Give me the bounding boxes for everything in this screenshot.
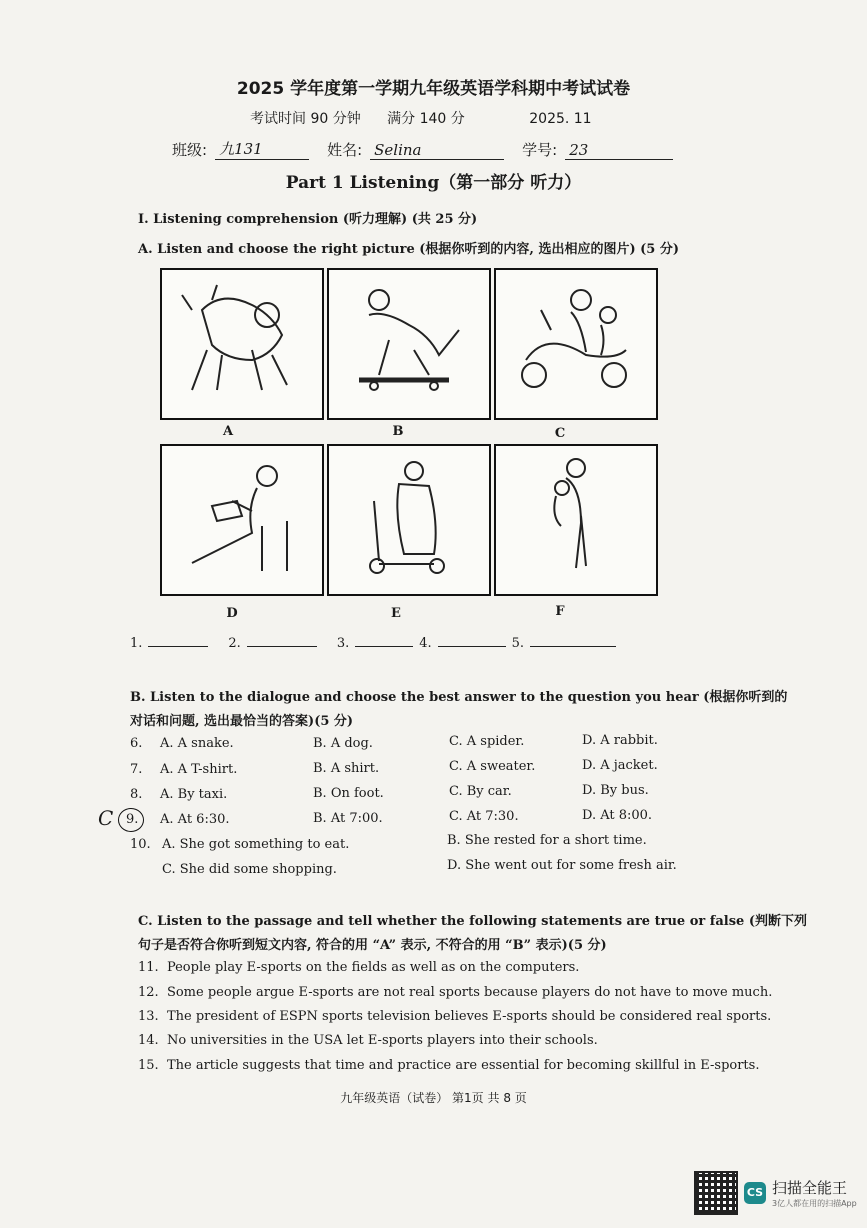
q9-num: 9. bbox=[126, 812, 139, 827]
exam-title: 2025 学年度第一学期九年级英语学科期中考试试卷 bbox=[236, 79, 631, 99]
people-lifting-icon bbox=[162, 270, 317, 413]
q7-option-a[interactable]: A. A T-shirt. bbox=[160, 762, 238, 777]
statement-text: People play E-sports on the fields as well as on the computers. bbox=[166, 960, 580, 975]
q6-option-a[interactable]: A. A snake. bbox=[160, 736, 234, 751]
q10-option-d[interactable]: D. She went out for some fresh air. bbox=[447, 858, 677, 873]
carrying-child-icon bbox=[496, 446, 651, 589]
student-info bbox=[172, 138, 673, 160]
answer-4[interactable] bbox=[419, 636, 505, 651]
picture-grid bbox=[160, 268, 672, 628]
picture-label-f: F bbox=[555, 604, 565, 619]
name-field: Selina bbox=[370, 141, 504, 160]
class-label: 班级: bbox=[172, 141, 208, 159]
q7-num: 7. bbox=[130, 762, 143, 777]
picture-label-d: D bbox=[226, 606, 238, 621]
statement-text: The president of ESPN sports television believes E-sports should be considered real sports. bbox=[166, 1009, 772, 1024]
statement-num: 14. bbox=[138, 1033, 159, 1048]
q8-option-a[interactable]: A. By taxi. bbox=[160, 787, 228, 802]
statement-num: 11. bbox=[138, 960, 159, 975]
statement-num: 13. bbox=[138, 1009, 159, 1024]
scanner-watermark bbox=[694, 1171, 857, 1215]
picture-a bbox=[160, 268, 324, 420]
q8-num: 8. bbox=[130, 787, 143, 802]
q9-option-a[interactable]: A. At 6:30. bbox=[160, 812, 230, 827]
name-label: 姓名: bbox=[327, 141, 363, 159]
statement-15 bbox=[138, 1058, 759, 1073]
exam-date: 2025. 11 bbox=[529, 111, 592, 127]
q9-option-b[interactable]: B. At 7:00. bbox=[313, 811, 383, 826]
skateboarder-icon bbox=[329, 270, 484, 413]
picture-c bbox=[494, 268, 658, 420]
watermark-sub: 3亿人都在用的扫描App bbox=[772, 1199, 857, 1208]
watermark-brand: 扫描全能王 bbox=[772, 1179, 848, 1197]
statement-13 bbox=[138, 1009, 771, 1024]
handwritten-mark: C bbox=[98, 806, 114, 830]
statement-num: 12. bbox=[138, 985, 159, 1000]
section-b-heading-1: B. Listen to the dialogue and choose the best answer to the question you hear (根据你听到的 bbox=[130, 690, 788, 705]
picture-e bbox=[327, 444, 491, 596]
answer-1[interactable] bbox=[130, 636, 208, 651]
section-a-heading: A. Listen and choose the right picture (根据你听到的内容, 选出相应的图片) (5 分) bbox=[138, 242, 680, 257]
exam-score: 满分 140 分 bbox=[387, 111, 465, 127]
q7-option-d[interactable]: D. A jacket. bbox=[582, 758, 658, 773]
scooter-riders-icon bbox=[496, 270, 651, 413]
q8-option-c[interactable]: C. By car. bbox=[449, 784, 512, 799]
qr-code-icon bbox=[694, 1171, 738, 1215]
laptop-person-icon bbox=[162, 446, 317, 589]
picture-label-c: C bbox=[554, 426, 566, 441]
q9-option-d[interactable]: D. At 8:00. bbox=[582, 808, 653, 823]
section-c-heading-1: C. Listen to the passage and tell whether the following statements are true or false (判断下列 bbox=[138, 914, 807, 929]
part-title: Part 1 Listening（第一部分 听力） bbox=[285, 173, 582, 193]
number-label: 学号: bbox=[522, 141, 558, 159]
answer-row-1-5 bbox=[130, 636, 616, 651]
answer-num: 4. bbox=[419, 636, 432, 651]
answer-3[interactable] bbox=[337, 636, 413, 651]
section-i-heading: I. Listening comprehension (听力理解) (共 25 分) bbox=[138, 212, 478, 227]
picture-label-b: B bbox=[392, 424, 404, 439]
q6-num: 6. bbox=[130, 736, 143, 751]
q7-option-c[interactable]: C. A sweater. bbox=[449, 759, 536, 774]
answer-num: 1. bbox=[130, 636, 143, 651]
statement-text: No universities in the USA let E-sports players into their schools. bbox=[166, 1033, 598, 1048]
picture-f bbox=[494, 444, 658, 596]
picture-label-e: E bbox=[391, 606, 401, 621]
picture-b bbox=[327, 268, 491, 420]
answer-num: 2. bbox=[228, 636, 241, 651]
q6-option-c[interactable]: C. A spider. bbox=[449, 734, 525, 749]
q9-option-c[interactable]: C. At 7:30. bbox=[449, 809, 519, 824]
picture-d bbox=[160, 444, 324, 596]
section-c-heading-2: 句子是否符合你听到短文内容, 符合的用 “A” 表示, 不符合的用 “B” 表示)(5 分) bbox=[138, 938, 607, 953]
q10-num: 10. bbox=[130, 837, 151, 852]
statement-12 bbox=[138, 985, 772, 1000]
answer-2[interactable] bbox=[228, 636, 316, 651]
answer-num: 5. bbox=[511, 636, 525, 651]
statement-text: Some people argue E-sports are not real sports because players do not have to move much. bbox=[166, 985, 773, 1000]
page-footer: 九年级英语（试卷） 第1页 共 8 页 bbox=[340, 1091, 527, 1105]
statement-11 bbox=[138, 960, 579, 975]
camscanner-logo-icon: CS bbox=[744, 1182, 766, 1204]
q6-option-d[interactable]: D. A rabbit. bbox=[582, 733, 658, 748]
q10-option-b[interactable]: B. She rested for a short time. bbox=[447, 833, 647, 848]
class-field: 九131 bbox=[215, 138, 309, 160]
q8-option-d[interactable]: D. By bus. bbox=[582, 783, 649, 798]
exam-time: 考试时间 90 分钟 bbox=[250, 111, 361, 127]
q10-option-a[interactable]: A. She got something to eat. bbox=[162, 837, 350, 852]
kick-scooter-icon bbox=[329, 446, 484, 589]
exam-meta bbox=[250, 108, 614, 128]
picture-label-a: A bbox=[222, 424, 234, 439]
statement-14 bbox=[138, 1033, 598, 1048]
statement-text: The article suggests that time and practice are essential for becoming skillful in E-sports. bbox=[166, 1058, 760, 1073]
q10-option-c[interactable]: C. She did some shopping. bbox=[162, 862, 337, 877]
answer-num: 3. bbox=[336, 636, 350, 651]
section-b-heading-2: 对话和问题, 选出最恰当的答案)(5 分) bbox=[130, 714, 354, 729]
q6-option-b[interactable]: B. A dog. bbox=[313, 736, 373, 751]
q8-option-b[interactable]: B. On foot. bbox=[313, 786, 384, 801]
statement-num: 15. bbox=[138, 1058, 159, 1073]
q7-option-b[interactable]: B. A shirt. bbox=[313, 761, 380, 776]
number-field: 23 bbox=[565, 141, 673, 160]
answer-5[interactable] bbox=[512, 636, 616, 651]
